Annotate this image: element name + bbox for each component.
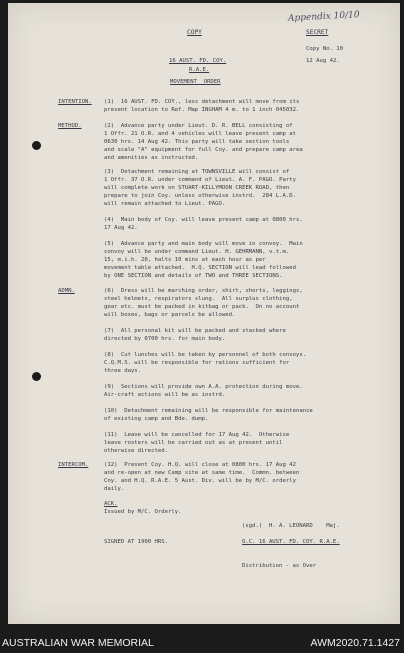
- paragraph-5-line: 15, m.i.h. 20, halts 10 mins at each hour as per: [104, 257, 266, 263]
- caption-accession-number: AWM2020.71.1427: [310, 637, 400, 649]
- paragraph-12-line: Coy. and H.Q. R.A.E. 5 Aust. Div. will be by M/C. orderly: [104, 478, 296, 484]
- punch-hole: [32, 372, 41, 381]
- punch-hole: [32, 141, 41, 150]
- paragraph-3-line: 1 Offr. 37 O.R. under command of Lieut. A. F. PAGO. Party: [104, 177, 296, 183]
- paragraph-6-line: gear etc. must be packed in kitbag or pack. On no account: [104, 304, 300, 310]
- label-intention: INTENTION.: [58, 99, 92, 105]
- paragraph-3-line: will complete work on STUART-KILLYMOON CREEK ROAD, then: [104, 185, 290, 191]
- paragraph-3-line: prepare to join Coy. unless otherwise instrd. 284 L.A.D.: [104, 193, 296, 199]
- paragraph-2-line: and scale "A" equipment for full Coy. and prepare camp area: [104, 147, 303, 153]
- paragraph-5-line: (5) Advance party and main body will move in convoy. Main: [104, 241, 303, 247]
- unit-name: 16 AUST. FD. COY.: [169, 58, 227, 64]
- paragraph-2-line: 0630 hrs. 14 Aug 42. This party will take section tools: [104, 139, 290, 145]
- paragraph-5-line: movement table attached. H.Q. SECTION will lead followed: [104, 265, 296, 271]
- paragraph-5-line: convoy will be under command Lieut. H. GEHRMANN, v.t.m.: [104, 249, 290, 255]
- unit-corps: R.A.E.: [189, 67, 210, 73]
- paragraph-12-line: and re-open at new Camp site at same time. Commn. between: [104, 470, 300, 476]
- paragraph-1-line: (1) 16 AUST. FD. COY., less detachment will move from its: [104, 99, 300, 105]
- distribution-note: Distribution - as Over: [242, 563, 317, 569]
- paragraph-9-line: (9) Sections will provide own A.A. protection during move.: [104, 384, 303, 390]
- signature-line: (sgd.) H. A. LEONARD Maj.: [242, 523, 340, 529]
- paragraph-8-line: (8) Cut lunches will be taken by personnel of both convoys.: [104, 352, 307, 358]
- paragraph-8-line: three days.: [104, 368, 142, 374]
- handwritten-appendix: Appendix 10/10: [287, 10, 360, 24]
- paragraph-10-line: of existing camp and Bde. dump.: [104, 416, 209, 422]
- signed-at: SIGNED AT 1900 HRS.: [104, 539, 168, 545]
- label-method: METHOD.: [58, 123, 82, 129]
- paragraph-8-line: C.Q.M.S. will be responsible for rations sufficient for: [104, 360, 290, 366]
- officer-commanding: O.C. 16 AUST. FD. COY. R.A.E.: [242, 539, 340, 545]
- paragraph-11-line: (11) Leave will be cancelled for 17 Aug 42. Otherwise: [104, 432, 290, 438]
- paragraph-5-line: by ONE SECTION and details of TWO and THREE SECTIONS.: [104, 273, 283, 279]
- document-title: MOVEMENT ORDER: [170, 79, 221, 85]
- paragraph-6-line: (6) Dress will be marching order, shirt, shorts, leggings,: [104, 288, 303, 294]
- paragraph-11-line: otherwise directed.: [104, 448, 168, 454]
- paragraph-12-line: daily.: [104, 486, 125, 492]
- copy-label: COPY: [187, 29, 202, 36]
- label-intercom: INTERCOM.: [58, 462, 89, 468]
- paragraph-12-line: (12) Present Coy. H.Q. will close at 0800 hrs. 17 Aug 42: [104, 462, 296, 468]
- paragraph-2-line: (2) Advance party under Lieut. D. R. BELL consisting of: [104, 123, 293, 129]
- paragraph-7-line: directed by 0700 hrs. for main body.: [104, 336, 226, 342]
- paragraph-3-line: will remain attached to Lieut. PAGO.: [104, 201, 226, 207]
- paragraph-9-line: Air-craft actions will be as instrd.: [104, 392, 226, 398]
- paragraph-6-line: steel helmets, respirators slung. All surplus clothing,: [104, 296, 293, 302]
- paragraph-1-line: present location to Ref. Map INGHAM 4 m. to 1 inch 045032.: [104, 107, 300, 113]
- paragraph-2-line: 1 Offr. 21 O.R. and 4 vehicles will leave present camp at: [104, 131, 296, 137]
- paragraph-11-line: leave rosters will be carried out as at present until: [104, 440, 283, 446]
- secret-label: SECRET: [306, 29, 329, 36]
- paragraph-3-line: (3) Detachment remaining at TOWNSVILLE will consist of: [104, 169, 290, 175]
- label-admn: ADMN.: [58, 288, 75, 294]
- paragraph-2-line: and amenities as instructed.: [104, 155, 199, 161]
- paragraph-7-line: (7) All personal kit will be packed and stacked where: [104, 328, 286, 334]
- paragraph-6-line: will boxes, bags or parcels be allowed.: [104, 312, 236, 318]
- ack-label: ACK.: [104, 501, 118, 507]
- issued-by: Issued by M/C. Orderly.: [104, 509, 182, 515]
- paragraph-4-line: (4) Main body of Coy. will leave present camp at 0800 hrs.: [104, 217, 303, 223]
- order-date: 12 Aug 42.: [306, 58, 340, 64]
- document-page: [8, 3, 400, 624]
- paragraph-10-line: (10) Detachment remaining will be responsible for maintenance: [104, 408, 313, 414]
- copy-number: Copy No. 10: [306, 46, 344, 52]
- caption-institution: AUSTRALIAN WAR MEMORIAL: [2, 637, 154, 649]
- paragraph-4-line: 17 Aug 42.: [104, 225, 138, 231]
